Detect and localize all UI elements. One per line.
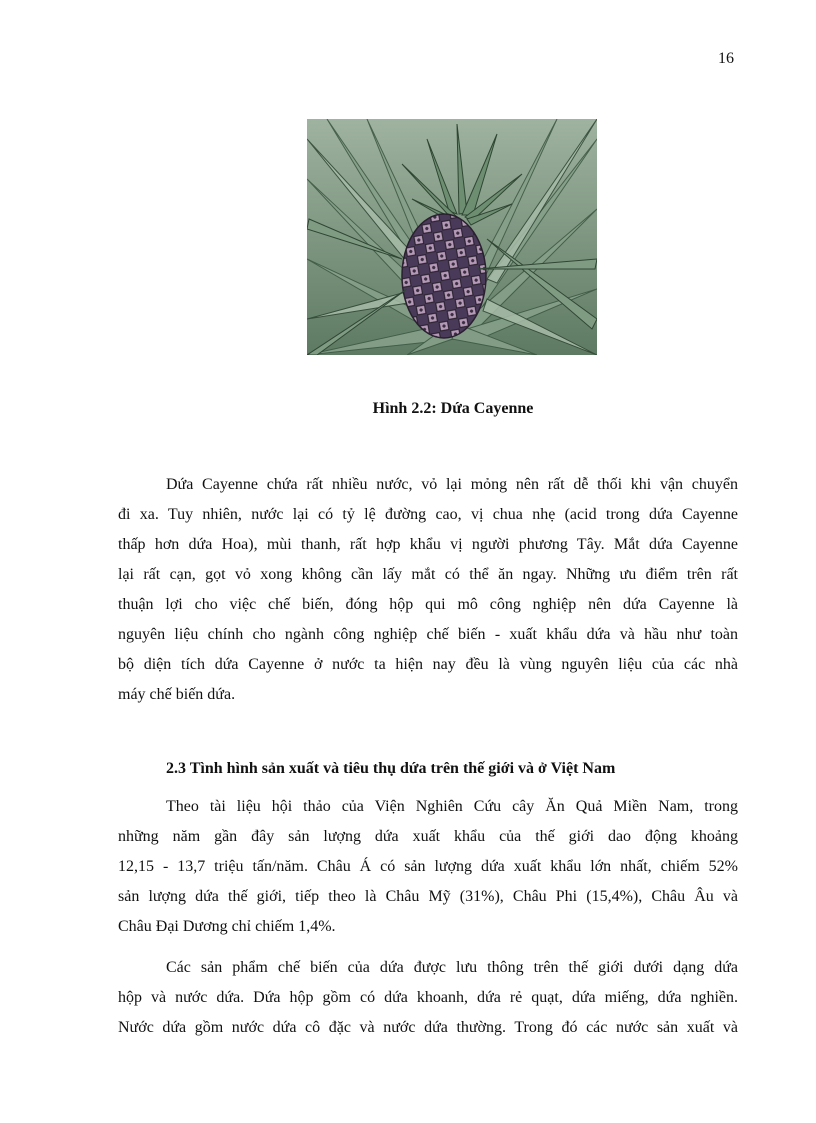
text-line: máy chế biến dứa. (118, 686, 236, 703)
section-heading: 2.3 Tình hình sản xuất và tiêu thụ dứa trên thế giới và ở Việt Nam (166, 760, 616, 777)
text-line: thuận lợi cho việc chế biến, đóng hộp qui mô công nghiệp nên dứa Cayenne là (118, 596, 738, 613)
text-line: Dứa Cayenne chứa rất nhiều nước, vỏ lại mỏng nên rất dễ thối khi vận chuyển (166, 476, 738, 493)
text-line: Châu Đại Dương chỉ chiếm 1,4%. (118, 918, 336, 935)
text-line: sản lượng dứa thế giới, tiếp theo là Châu Mỹ (31%), Châu Phi (15,4%), Châu Âu và (118, 888, 738, 905)
text-line: 12,15 - 13,7 triệu tấn/năm. Châu Á có sản lượng dứa xuất khẩu lớn nhất, chiếm 52% (118, 858, 738, 875)
paragraph-products (118, 953, 738, 1043)
text-line: Các sản phẩm chế biến của dứa được lưu thông trên thế giới dưới dạng dứa (166, 959, 738, 976)
text-line: đi xa. Tuy nhiên, nước lại có tỷ lệ đường cao, vị chua nhẹ (acid trong dứa Cayenne (118, 506, 738, 523)
text-line: Theo tài liệu hội thảo của Viện Nghiên Cứu cây Ăn Quả Miền Nam, trong (166, 798, 738, 815)
paragraph-cayenne (118, 470, 738, 710)
text-line: những năm gần đây sản lượng dứa xuất khẩu của thế giới dao động khoảng (118, 828, 738, 845)
pineapple-photo (307, 119, 597, 355)
text-line: thấp hơn dứa Hoa), mùi thanh, rất hợp khẩu vị người phương Tây. Mắt dứa Cayenne (118, 536, 738, 553)
page-number: 16 (718, 50, 734, 67)
text-line: lại rất cạn, gọt vỏ xong không cần lấy mắt có thể ăn ngay. Những ưu điểm trên rất (118, 566, 738, 583)
text-line: hộp và nước dứa. Dứa hộp gồm có dứa khoanh, dứa rẻ quạt, dứa miếng, dứa nghiền. (118, 989, 738, 1006)
figure-caption: Hình 2.2: Dứa Cayenne (372, 400, 534, 417)
text-line: Nước dứa gồm nước dứa cô đặc và nước dứa thường. Trong đó các nước sản xuất và (118, 1019, 738, 1036)
text-line: nguyên liệu chính cho ngành công nghiệp chế biến - xuất khẩu dứa và hầu như toàn (118, 626, 738, 643)
paragraph-production (118, 792, 738, 942)
text-line: bộ diện tích dứa Cayenne ở nước ta hiện nay đều là vùng nguyên liệu của các nhà (118, 656, 738, 673)
